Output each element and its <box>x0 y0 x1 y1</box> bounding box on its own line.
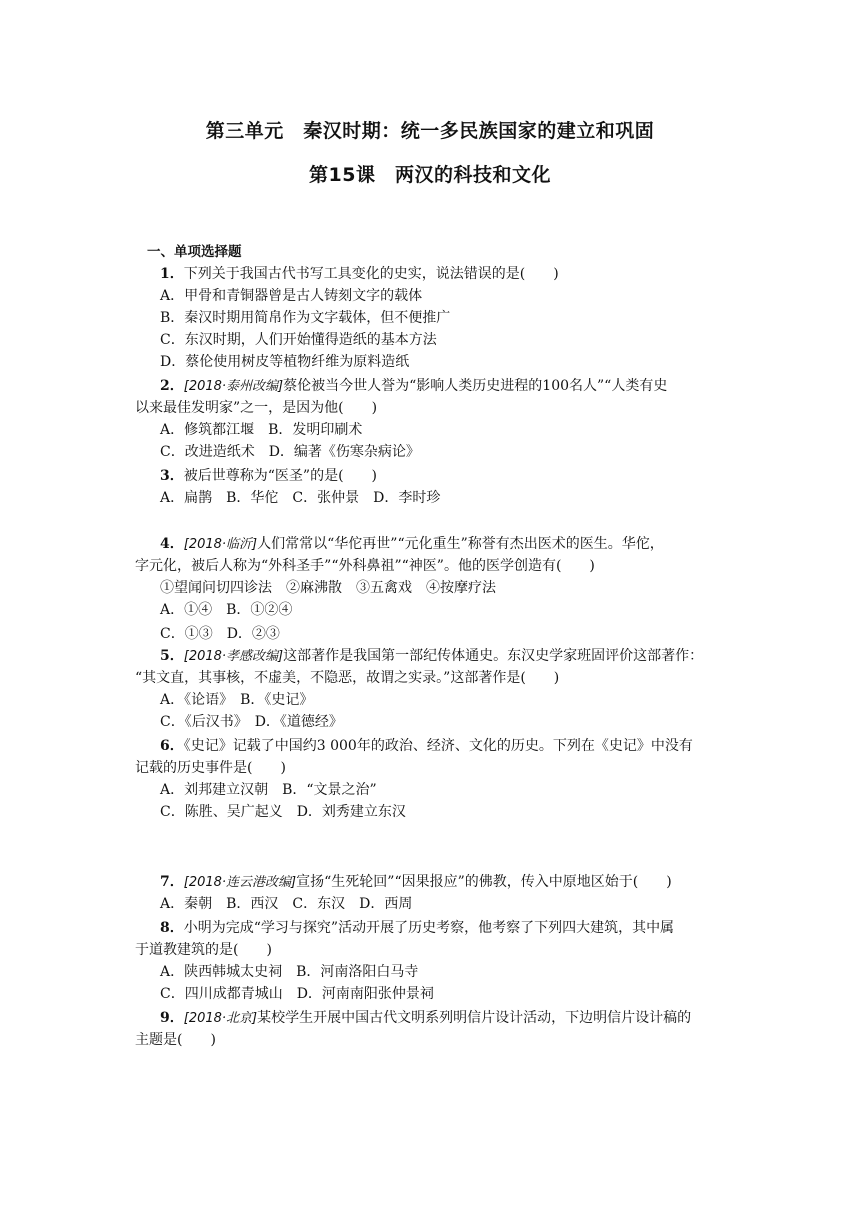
question-1-option-b: B．秦汉时期用简帛作为文字载体，但不便推广 <box>160 310 451 326</box>
question-1-option-d: D．蔡伦使用树皮等植物纤维为原料造纸 <box>160 354 410 370</box>
question-text: 这部著作是我国第一部纪传体通史。东汉史学家班固评价这部著作： <box>283 648 704 664</box>
question-text: 蔡伦被当今世人誉为“影响人类历史进程的100名人”“人类有史 <box>283 378 668 394</box>
question-6-option-ab: A．刘邦建立汉朝 B．“文景之治” <box>160 782 377 798</box>
question-9-stem <box>160 1008 691 1029</box>
question-source: [2018·北京] <box>183 1011 258 1026</box>
question-1-stem <box>160 264 559 284</box>
question-8-stem-cont: 于道教建筑的是( ) <box>135 942 272 958</box>
question-5-stem <box>160 646 703 667</box>
question-text: 《史记》记载了中国约3 000年的政治、经济、文化的历史。下列在《史记》中没有 <box>183 738 693 754</box>
question-7-stem <box>160 872 672 893</box>
question-5-stem-cont: “其文直，其事核，不虚美，不隐恶，故谓之实录。”这部著作是( ) <box>135 670 560 686</box>
question-number: 7． <box>160 874 184 890</box>
question-2-option-ab: A．修筑都江堰 B．发明印刷术 <box>160 422 363 438</box>
question-5-option-cd: C．《后汉书》 D．《道德经》 <box>160 714 343 730</box>
question-text: 人们常常以“华佗再世”“元化重生”称誉有杰出医术的医生。华佗， <box>257 536 664 552</box>
question-number: 2． <box>160 378 184 394</box>
question-6-stem <box>160 736 693 756</box>
question-2-stem <box>160 376 667 397</box>
question-1-option-a: A．甲骨和青铜器曾是古人铸刻文字的载体 <box>160 288 423 304</box>
question-6-stem-cont: 记载的历史事件是( ) <box>135 760 286 776</box>
question-6-option-cd: C．陈胜、吴广起义 D．刘秀建立东汉 <box>160 804 406 820</box>
question-text: 被后世尊称为“医圣”的是( ) <box>183 468 377 484</box>
question-source: [2018·孝感改编] <box>183 649 284 664</box>
unit-title: 第三单元 秦汉时期：统一多民族国家的建立和巩固 <box>205 120 655 142</box>
question-8-stem <box>160 918 674 938</box>
question-2-option-cd: C．改进造纸术 D．编著《伤寒杂病论》 <box>160 444 420 460</box>
question-text: 宣扬“生死轮回”“因果报应”的佛教，传入中原地区始于( ) <box>296 874 672 890</box>
question-8-option-cd: C．四川成都青城山 D．河南南阳张仲景祠 <box>160 986 434 1002</box>
question-text: 下列关于我国古代书写工具变化的史实，说法错误的是( ) <box>183 266 559 282</box>
question-text: 某校学生开展中国古代文明系列明信片设计活动，下边明信片设计稿的 <box>257 1010 692 1026</box>
question-4-option-cd: C．①③ D．②③ <box>160 626 280 642</box>
question-source: [2018·泰州改编] <box>183 379 284 394</box>
question-number: 4． <box>160 536 184 552</box>
question-1-option-c: C．东汉时期，人们开始懂得造纸的基本方法 <box>160 332 437 348</box>
question-5-option-ab: A．《论语》 B．《史记》 <box>160 692 314 708</box>
question-number: 9． <box>160 1010 184 1026</box>
question-number: 1． <box>160 266 184 282</box>
question-number: 8． <box>160 920 184 936</box>
question-source: [2018·连云港改编] <box>183 875 297 890</box>
question-8-option-ab: A．陕西韩城太史祠 B．河南洛阳白马寺 <box>160 964 419 980</box>
question-source: [2018·临沂] <box>183 537 258 552</box>
question-number: 5． <box>160 648 184 664</box>
question-9-stem-cont: 主题是( ) <box>135 1032 216 1048</box>
question-number: 3． <box>160 468 184 484</box>
lesson-title: 第15课 两汉的科技和文化 <box>309 164 551 186</box>
section-heading: 一、单项选择题 <box>147 244 242 260</box>
question-7-options: A．秦朝 B．西汉 C．东汉 D．西周 <box>160 896 413 912</box>
question-text: 小明为完成“学习与探究”活动开展了历史考察，他考察了下列四大建筑，其中属 <box>183 920 675 936</box>
question-2-stem-cont: 以来最佳发明家”之一，是因为他( ) <box>135 400 378 416</box>
question-3-stem <box>160 466 377 486</box>
question-4-stem-cont: 字元化，被后人称为“外科圣手”“外科鼻祖”“神医”。他的医学创造有( ) <box>135 558 595 574</box>
question-3-options: A．扁鹊 B．华佗 C．张仲景 D．李时珍 <box>160 490 441 506</box>
question-4-items: ①望闻问切四诊法 ②麻沸散 ③五禽戏 ④按摩疗法 <box>160 580 496 596</box>
question-4-option-ab: A．①④ B．①②④ <box>160 602 293 618</box>
question-number: 6． <box>160 738 184 754</box>
question-4-stem <box>160 534 664 555</box>
